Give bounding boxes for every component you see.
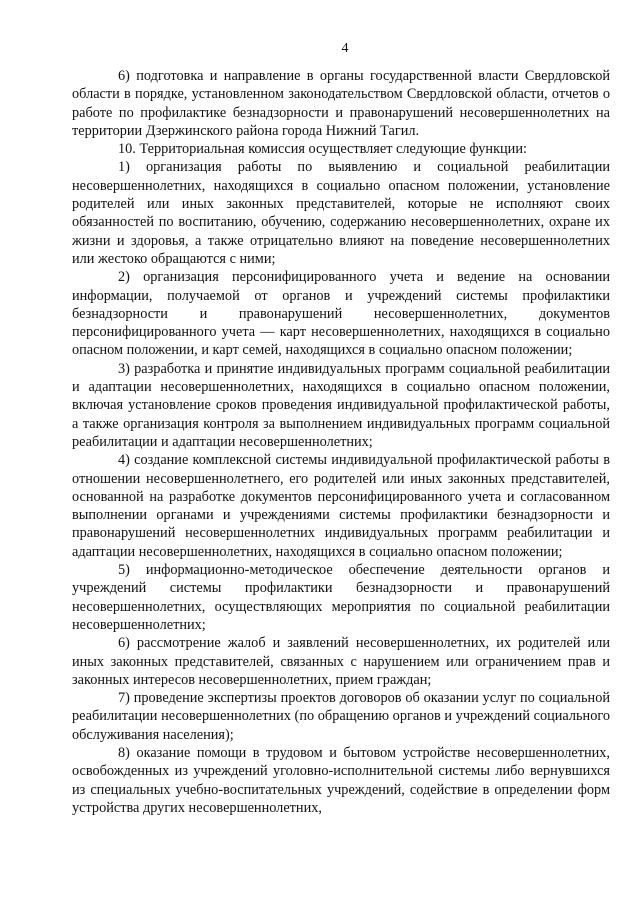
item-number: 8) (118, 744, 130, 761)
paragraph-function-2 (72, 268, 610, 359)
paragraph-text: создание комплексной системы индивидуальной профилактической работы в отношении несовершеннолетнего, его родителей или иных законных представителей, основанной на разработке документов персонифицированного учета и согласованном выполнении органами и учреждениями системы профилактики безнадзорности и правонарушений несовершеннолетних индивидуальных программ реабилитации и адаптации несовершеннолетних, находящихся в социально опасном положении; (72, 452, 610, 560)
paragraph-text: организация персонифицированного учета и ведение на основании информации, получаемой от органов и учреждений системы профилактики безнадзорности и правонарушений несовершеннолетних, документов персонифицированного учета — карт несовершеннолетних, находящихся в социально опасном положении, и карт семей, находящихся в социально опасном положении; (72, 269, 610, 359)
item-number: 5) (118, 562, 130, 579)
item-number: 3) (118, 360, 130, 377)
paragraph-function-1 (72, 158, 610, 268)
item-number: 4) (118, 452, 130, 469)
paragraph-function-6 (72, 634, 610, 689)
paragraph-text: проведение экспертизы проектов договоров об оказании услуг по социальной реабилитации несовершеннолетних (по обращению органов и учреждений социального обслуживания населения); (72, 690, 610, 743)
paragraph-text: информационно-методическое обеспечение деятельности органов и учреждений системы профилактики безнадзорности и правонарушений несовершеннолетних, осуществляющих мероприятия по социальной реабилитации несовершеннолетних; (72, 562, 610, 633)
paragraph-text: 10. Территориальная комиссия осуществляет следующие функции: (118, 141, 527, 158)
item-number: 7) (118, 690, 130, 707)
paragraph-text: подготовка и направление в органы государственной власти Свердловской области в порядке, установленном законодательством Свердловской области, отчетов о работе по профилактике безнадзорности и правонарушений несовершеннолетних на территории Дзержинского района города Нижний Тагил. (72, 68, 610, 139)
item-number: 1) (118, 159, 130, 176)
paragraph-function-7 (72, 689, 610, 744)
paragraph-text: оказание помощи в трудовом и бытовом устройстве несовершеннолетних, освобожденных из учреждений уголовно-исполнительной системы либо вернувшихся из специальных учебно-воспитательных учреждений, содействие в определении форм устройства других несовершеннолетних, (72, 744, 610, 816)
paragraph-text: рассмотрение жалоб и заявлений несовершеннолетних, их родителей или иных законных представителей, связанных с нарушением или ограничением прав и законных интересов несовершеннолетних, прием граждан; (72, 635, 610, 688)
paragraph-6-reporting (72, 67, 610, 140)
paragraph-text: разработка и принятие индивидуальных программ социальной реабилитации и адаптации несовершеннолетних, находящихся в социально опасном положении, включая установление сроков проведения индивидуальной профилактической работы, а также организация контроля за выполнением индивидуальных программ социальной реабилитации и адаптации несовершеннолетних; (72, 360, 610, 450)
paragraph-function-5 (72, 561, 610, 634)
item-number: 6) (118, 635, 130, 652)
item-number: 2) (118, 269, 130, 286)
paragraph-text: организация работы по выявлению и социальной реабилитации несовершеннолетних, находящихся в социально опасном положении, установление родителей или иных законных представителей, которые не исполняют своих обязанностей по воспитанию, обучению, содержанию несовершеннолетних, охране их жизни и здоровья, а также отрицательно влияют на поведение несовершеннолетних или жестоко обращаются с ними; (72, 159, 610, 267)
paragraph-function-4 (72, 451, 610, 561)
page-number: 4 (341, 41, 349, 56)
paragraph-function-3 (72, 360, 610, 451)
item-number: 6) (118, 68, 130, 84)
paragraph-10-functions-heading (72, 140, 610, 158)
document-page (72, 40, 610, 817)
paragraph-function-8 (72, 744, 610, 817)
